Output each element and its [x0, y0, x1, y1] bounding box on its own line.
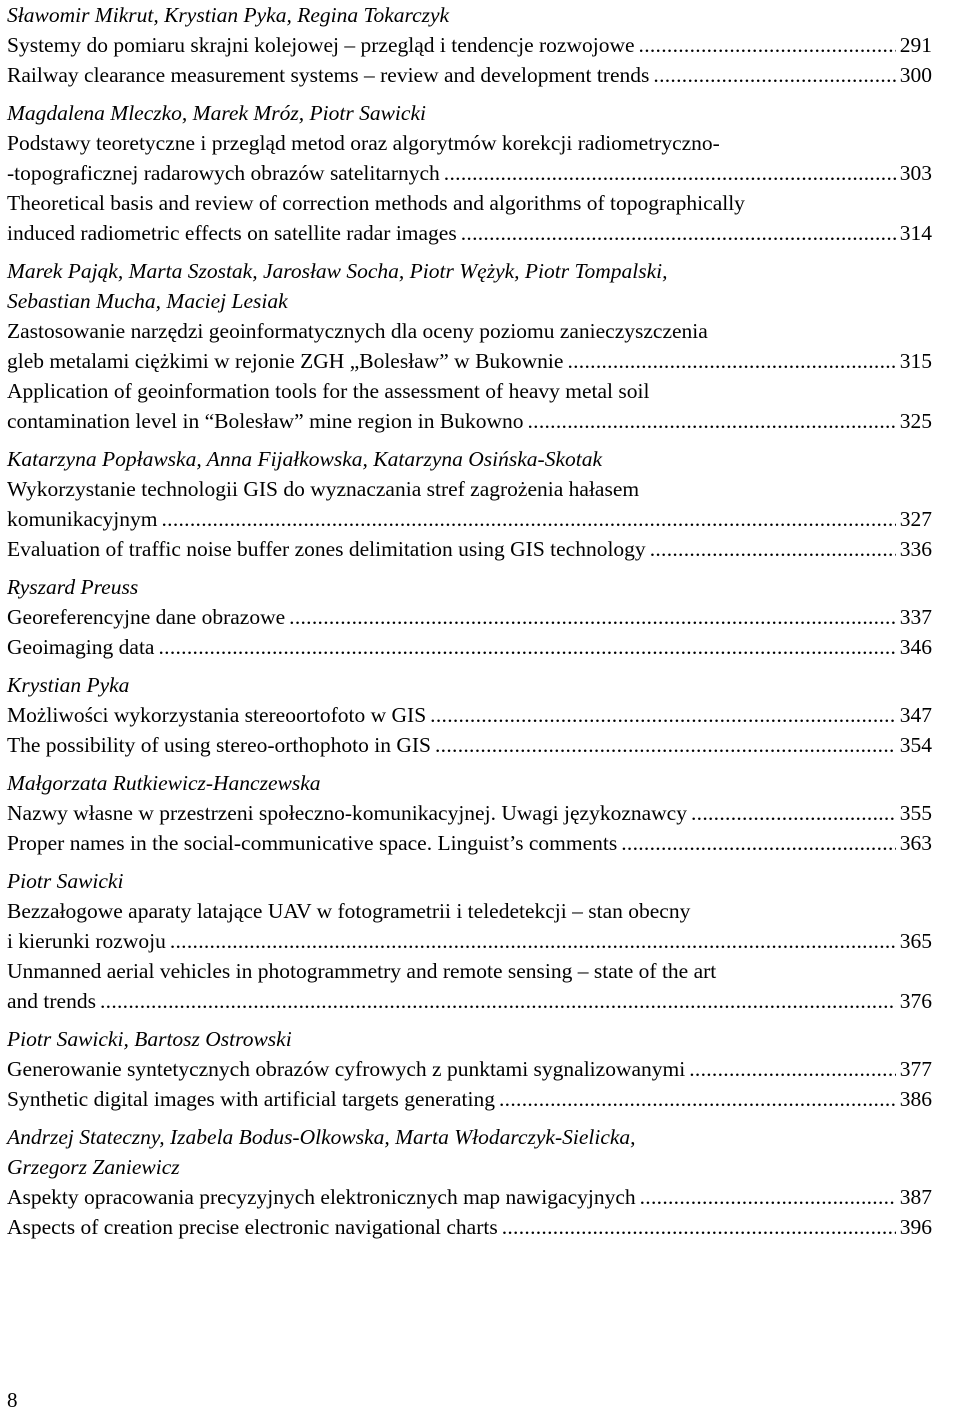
entry-last-line: [7, 346, 932, 376]
toc-entry[interactable]: [7, 1212, 932, 1242]
toc-group: [7, 858, 932, 1016]
dot-leader: [527, 406, 896, 436]
entry-page-number: 386: [899, 1087, 932, 1111]
entry-last-line: [7, 504, 932, 534]
toc-entry[interactable]: [7, 956, 932, 1016]
dot-leader: [444, 158, 896, 188]
author-line: Grzegorz Zaniewicz: [7, 1155, 180, 1179]
toc-group: [7, 662, 932, 760]
entry-title: Proper names in the social-communicative space. Linguist’s comments: [7, 831, 618, 855]
toc-group: [7, 0, 932, 90]
entry-title: contamination level in “Bolesław” mine region in Bukowno: [7, 409, 524, 433]
entry-page-number: 327: [899, 507, 932, 531]
entry-page-number: 336: [899, 537, 932, 561]
entry-last-line: [7, 1054, 932, 1084]
entry-page-number: 337: [899, 605, 932, 629]
entry-title: Aspekty opracowania precyzyjnych elektronicznych map nawigacyjnych: [7, 1185, 636, 1209]
entry-title-line: Bezzałogowe aparaty latające UAV w fotogrametrii i teledetekcji – stan obecny: [7, 899, 691, 923]
entry-last-line: [7, 30, 932, 60]
toc-group: [7, 1114, 932, 1242]
toc-group: [7, 90, 932, 248]
entry-last-line: [7, 700, 932, 730]
toc-entry[interactable]: [7, 1084, 932, 1114]
author-line: Andrzej Stateczny, Izabela Bodus-Olkowska, Marta Włodarczyk-Sielicka,: [7, 1125, 636, 1149]
toc-entry[interactable]: [7, 602, 932, 632]
group-spacer: [7, 436, 932, 444]
toc-entry[interactable]: [7, 896, 932, 956]
author-line: Marek Pająk, Marta Szostak, Jarosław Socha, Piotr Wężyk, Piotr Tompalski,: [7, 259, 668, 283]
toc-group: [7, 564, 932, 662]
entry-title: Synthetic digital images with artificial targets generating: [7, 1087, 495, 1111]
entry-title-line: Unmanned aerial vehicles in photogrammetry and remote sensing – state of the art: [7, 959, 717, 983]
toc-entry[interactable]: [7, 60, 932, 90]
entry-title: -topograficznej radarowych obrazów satelitarnych: [7, 161, 440, 185]
entry-last-line: [7, 926, 932, 956]
author-line: Sławomir Mikrut, Krystian Pyka, Regina Tokarczyk: [7, 3, 450, 27]
entry-title: gleb metalami ciężkimi w rejonie ZGH „Bolesław” w Bukownie: [7, 349, 564, 373]
dot-leader: [640, 1182, 896, 1212]
entry-page-number: 315: [899, 349, 932, 373]
entry-last-line: [7, 1212, 932, 1242]
toc-entry[interactable]: [7, 316, 932, 376]
table-of-contents: [7, 0, 932, 1242]
toc-entry[interactable]: [7, 1054, 932, 1084]
dot-leader: [650, 534, 896, 564]
entry-last-line: [7, 406, 932, 436]
toc-group: [7, 1016, 932, 1114]
author-line: Piotr Sawicki, Bartosz Ostrowski: [7, 1027, 292, 1051]
entry-last-line: [7, 218, 932, 248]
entry-title-line: Application of geoinformation tools for the assessment of heavy metal soil: [7, 379, 650, 403]
entry-page-number: 346: [899, 635, 932, 659]
entry-title-line: Zastosowanie narzędzi geoinformatycznych dla oceny poziomu zanieczyszczenia: [7, 319, 708, 343]
entry-title: Georeferencyjne dane obrazowe: [7, 605, 286, 629]
group-spacer: [7, 760, 932, 768]
author-line: Piotr Sawicki: [7, 869, 124, 893]
entry-title: Aspects of creation precise electronic navigational charts: [7, 1215, 498, 1239]
toc-entry[interactable]: [7, 30, 932, 60]
entry-last-line: [7, 1084, 932, 1114]
entry-page-number: 354: [899, 733, 932, 757]
entry-page-number: 291: [899, 33, 932, 57]
author-line: Krystian Pyka: [7, 673, 130, 697]
dot-leader: [691, 798, 896, 828]
entry-title-line: Theoretical basis and review of correction methods and algorithms of topographically: [7, 191, 745, 215]
entry-title-line: Wykorzystanie technologii GIS do wyznaczania stref zagrożenia hałasem: [7, 477, 640, 501]
dot-leader: [461, 218, 896, 248]
dot-leader: [567, 346, 896, 376]
group-spacer: [7, 248, 932, 256]
entry-last-line: [7, 602, 932, 632]
dot-leader: [158, 632, 896, 662]
entry-page-number: 325: [899, 409, 932, 433]
group-spacer: [7, 564, 932, 572]
toc-entry[interactable]: [7, 376, 932, 436]
entry-title: Railway clearance measurement systems – review and development trends: [7, 63, 650, 87]
group-spacer: [7, 858, 932, 866]
dot-leader: [435, 730, 896, 760]
dot-leader: [170, 926, 896, 956]
group-spacer: [7, 90, 932, 98]
entry-last-line: [7, 1182, 932, 1212]
entry-title: Evaluation of traffic noise buffer zones delimitation using GIS technology: [7, 537, 646, 561]
entry-page-number: 355: [899, 801, 932, 825]
page-number: 8: [7, 1388, 18, 1412]
entry-page-number: 347: [899, 703, 932, 727]
entry-page-number: 387: [899, 1185, 932, 1209]
toc-entry[interactable]: [7, 828, 932, 858]
dot-leader: [161, 504, 896, 534]
toc-entry[interactable]: [7, 534, 932, 564]
toc-entry[interactable]: [7, 700, 932, 730]
entry-title-line: Podstawy teoretyczne i przegląd metod oraz algorytmów korekcji radiometryczno-: [7, 131, 720, 155]
entry-page-number: 363: [899, 831, 932, 855]
dot-leader: [430, 700, 896, 730]
entry-last-line: [7, 158, 932, 188]
group-spacer: [7, 1114, 932, 1122]
author-line: Małgorzata Rutkiewicz-Hanczewska: [7, 771, 321, 795]
entry-title: and trends: [7, 989, 96, 1013]
entry-title: induced radiometric effects on satellite radar images: [7, 221, 457, 245]
entry-page-number: 377: [899, 1057, 932, 1081]
entry-page-number: 314: [899, 221, 932, 245]
entry-last-line: [7, 730, 932, 760]
author-line: Katarzyna Popławska, Anna Fijałkowska, Katarzyna Osińska-Skotak: [7, 447, 602, 471]
dot-leader: [289, 602, 896, 632]
entry-page-number: 376: [899, 989, 932, 1013]
entry-title: Systemy do pomiaru skrajni kolejowej – przegląd i tendencje rozwojowe: [7, 33, 635, 57]
entry-title: Geoimaging data: [7, 635, 155, 659]
entry-title: Możliwości wykorzystania stereoortofoto w GIS: [7, 703, 427, 727]
dot-leader: [689, 1054, 896, 1084]
dot-leader: [499, 1084, 896, 1114]
entry-title: The possibility of using stereo-orthophoto in GIS: [7, 733, 431, 757]
toc-entry[interactable]: [7, 798, 932, 828]
toc-entry[interactable]: [7, 730, 932, 760]
toc-entry[interactable]: [7, 474, 932, 534]
entry-page-number: 365: [899, 929, 932, 953]
entry-last-line: [7, 798, 932, 828]
toc-entry[interactable]: [7, 188, 932, 248]
toc-entry[interactable]: [7, 128, 932, 188]
dot-leader: [100, 986, 896, 1016]
toc-group: [7, 248, 932, 436]
group-spacer: [7, 662, 932, 670]
entry-last-line: [7, 632, 932, 662]
dot-leader: [653, 60, 896, 90]
entry-title: i kierunki rozwoju: [7, 929, 166, 953]
entry-page-number: 396: [899, 1215, 932, 1239]
author-line: Ryszard Preuss: [7, 575, 139, 599]
toc-group: [7, 436, 932, 564]
entry-page-number: 303: [899, 161, 932, 185]
entry-last-line: [7, 534, 932, 564]
entry-page-number: 300: [899, 63, 932, 87]
entry-title: Nazwy własne w przestrzeni społeczno-komunikacyjnej. Uwagi językoznawcy: [7, 801, 687, 825]
dot-leader: [639, 30, 896, 60]
entry-last-line: [7, 60, 932, 90]
group-spacer: [7, 1016, 932, 1024]
toc-entry[interactable]: [7, 632, 932, 662]
toc-group: [7, 760, 932, 858]
entry-last-line: [7, 828, 932, 858]
entry-title: komunikacyjnym: [7, 507, 158, 531]
entry-last-line: [7, 986, 932, 1016]
author-line: Magdalena Mleczko, Marek Mróz, Piotr Sawicki: [7, 101, 426, 125]
dot-leader: [621, 828, 896, 858]
dot-leader: [502, 1212, 896, 1242]
entry-title: Generowanie syntetycznych obrazów cyfrowych z punktami sygnalizowanymi: [7, 1057, 686, 1081]
author-line: Sebastian Mucha, Maciej Lesiak: [7, 289, 288, 313]
toc-entry[interactable]: [7, 1182, 932, 1212]
